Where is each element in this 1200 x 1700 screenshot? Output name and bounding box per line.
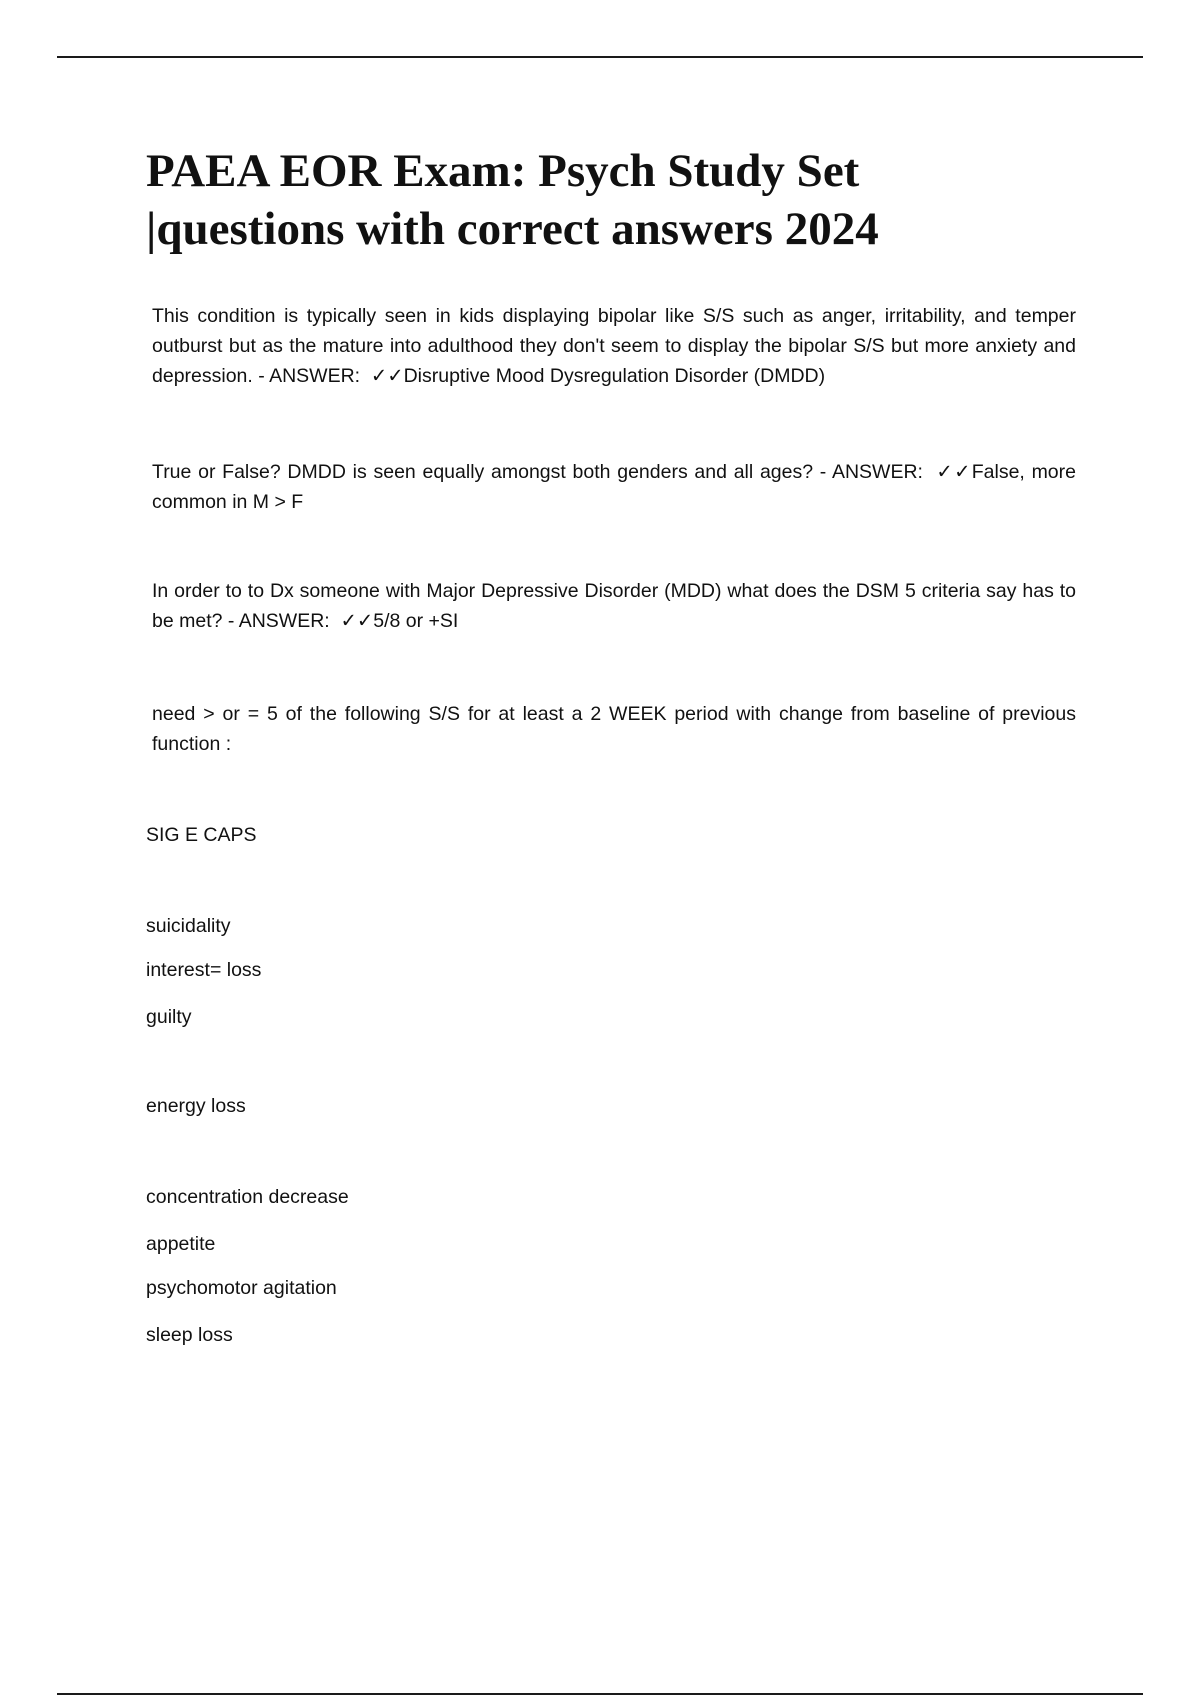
- question-dmdd-gender: True or False? DMDD is seen equally amongst both genders and all ages? - ANSWER: ✓✓False, more common in M > F: [152, 461, 1076, 513]
- question-mdd-criteria: In order to to Dx someone with Major Depressive Disorder (MDD) what does the DSM 5 criteria say has to be met? - ANSWER: ✓✓5/8 or +SI: [152, 580, 1076, 632]
- list-item-energy: energy loss: [146, 1095, 246, 1117]
- title-line-1: PAEA EOR Exam: Psych Study Set: [146, 145, 860, 197]
- title-line-2: |questions with correct answers 2024: [146, 203, 879, 255]
- list-item-appetite: appetite: [146, 1233, 216, 1255]
- top-rule: [57, 56, 1143, 58]
- list-item-psychomotor: psychomotor agitation: [146, 1277, 337, 1299]
- list-item-suicidality: suicidality: [146, 915, 231, 937]
- criteria-description: need > or = 5 of the following S/S for at least a 2 WEEK period with change from baseline of previous function :: [152, 703, 1076, 755]
- mnemonic-heading: SIG E CAPS: [146, 824, 257, 846]
- document-title: [146, 142, 1106, 258]
- question-dmdd-condition: This condition is typically seen in kids displaying bipolar like S/S such as anger, irritability, and temper outburst but as the mature into adulthood they don't seem to display the bipolar S/S but more anxiety and depression. - ANSWER: ✓✓Disruptive Mood Dysregulation Disorder (DMDD): [152, 305, 1076, 387]
- list-item-guilty: guilty: [146, 1006, 192, 1028]
- list-item-concentration: concentration decrease: [146, 1186, 349, 1208]
- list-item-interest: interest= loss: [146, 959, 262, 981]
- bottom-rule: [57, 1693, 1143, 1695]
- list-item-sleep: sleep loss: [146, 1324, 233, 1346]
